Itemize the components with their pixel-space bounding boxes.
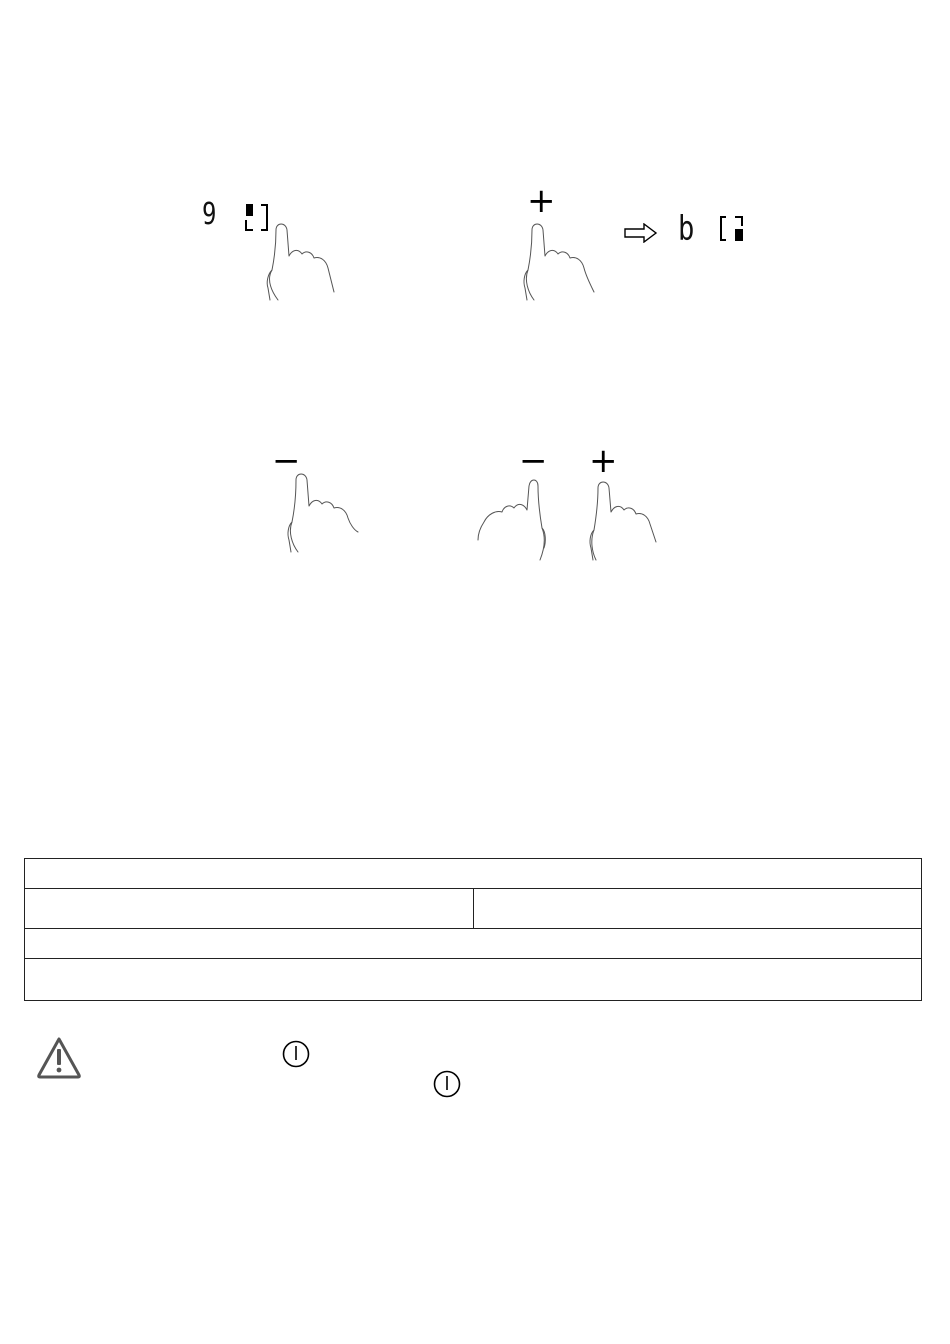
power-button-icon <box>281 1039 311 1069</box>
right-finger-hand-icon <box>586 468 666 568</box>
left-finger-hand-icon <box>474 468 554 568</box>
minus-button-symbol: − <box>272 441 301 481</box>
minus-button-symbol: − <box>519 441 548 481</box>
hollow-right-arrow-icon <box>624 223 658 243</box>
plus-button-symbol: + <box>589 441 618 481</box>
table-row <box>25 929 922 959</box>
plus-button-symbol: + <box>527 181 556 221</box>
settings-table <box>24 858 922 1001</box>
display-digit-9: 9 <box>202 197 217 232</box>
finger-hand-icon <box>284 468 374 568</box>
zone-indicator-icon <box>718 214 748 244</box>
finger-hand-icon <box>520 218 610 308</box>
power-button-icon <box>432 1069 462 1099</box>
display-digit-b: b <box>678 209 695 249</box>
table-row-header <box>25 859 922 889</box>
table-row <box>25 959 922 1001</box>
warning-triangle-icon <box>36 1036 82 1080</box>
finger-hand-icon <box>258 218 348 308</box>
table-cell <box>473 889 922 929</box>
table-cell <box>25 889 474 929</box>
